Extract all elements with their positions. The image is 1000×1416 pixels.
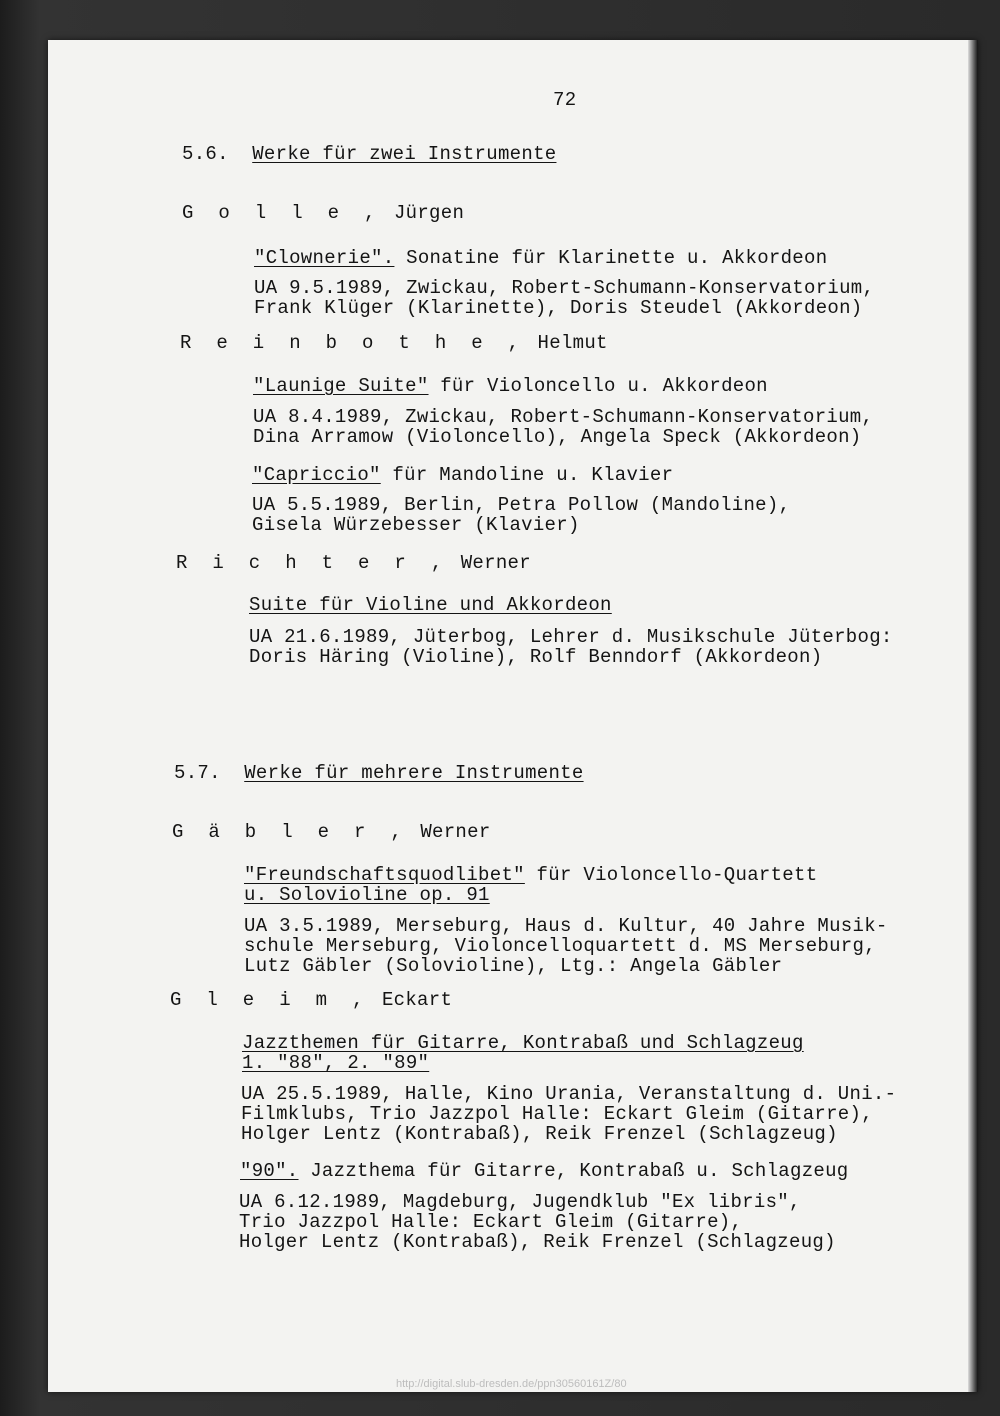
work-title-line xyxy=(244,865,817,886)
performance-line: UA 5.5.1989, Berlin, Petra Pollow (Mandoline), xyxy=(252,494,791,516)
composer-surname: G ä b l e r , xyxy=(172,821,409,843)
page-edge-shadow xyxy=(968,40,978,1392)
section-heading-5-7 xyxy=(174,763,584,784)
composer-surname: G o l l e , xyxy=(182,202,383,224)
work-title-line xyxy=(244,885,490,906)
composer-firstname: Eckart xyxy=(381,989,453,1011)
section-number: 5.7. xyxy=(174,762,221,784)
performance-line: schule Merseburg, Violoncelloquartett d. MS Merseburg, xyxy=(244,935,876,957)
section-heading-5-6 xyxy=(182,144,556,165)
performance-line: Frank Klüger (Klarinette), Doris Steudel (Akkordeon) xyxy=(254,297,863,319)
section-number: 5.6. xyxy=(182,143,229,165)
work-title-line xyxy=(242,1033,804,1054)
work-description: Jazzthema für Gitarre, Kontrabaß u. Schlagzeug xyxy=(298,1160,849,1182)
work-title: Suite für Violine und Akkordeon xyxy=(249,594,612,616)
work-title: "90". xyxy=(240,1160,299,1182)
work-title: Jazzthemen für Gitarre, Kontrabaß und Schlagzeug xyxy=(242,1032,804,1054)
composer-surname: R i c h t e r , xyxy=(176,552,450,574)
work-title: 1. "88", 2. "89" xyxy=(242,1052,430,1074)
composer-firstname: Werner xyxy=(420,821,491,843)
composer-firstname: Werner xyxy=(460,552,531,574)
performance-line: Gisela Würzebesser (Klavier) xyxy=(252,514,580,536)
document-page xyxy=(48,40,978,1392)
performance-line: Dina Arramow (Violoncello), Angela Speck (Akkordeon) xyxy=(253,426,862,448)
composer-heading-reinbothe xyxy=(180,333,608,354)
work-description: Sonatine für Klarinette u. Akkordeon xyxy=(394,247,828,269)
performance-line: UA 8.4.1989, Zwickau, Robert-Schumann-Konservatorium, xyxy=(253,406,874,428)
page-number: 72 xyxy=(553,89,577,111)
performance-line: Filmklubs, Trio Jazzpol Halle: Eckart Gleim (Gitarre), xyxy=(241,1103,873,1125)
performance-line: UA 25.5.1989, Halle, Kino Urania, Veranstaltung d. Uni.- xyxy=(241,1083,897,1105)
work-title: "Capriccio" xyxy=(252,464,381,486)
composer-heading-gaebler xyxy=(172,822,491,843)
performance-line: Lutz Gäbler (Solovioline), Ltg.: Angela Gäbler xyxy=(244,955,783,977)
source-url[interactable]: http://digital.slub-dresden.de/ppn30560161Z/80 xyxy=(396,1378,627,1390)
composer-firstname: Helmut xyxy=(537,332,608,354)
performance-line: UA 9.5.1989, Zwickau, Robert-Schumann-Konservatorium, xyxy=(254,277,875,299)
work-title-line xyxy=(249,595,612,616)
composer-heading-golle xyxy=(182,203,464,224)
composer-surname: R e i n b o t h e , xyxy=(180,332,526,354)
work-title: u. Solovioline op. 91 xyxy=(244,884,490,906)
performance-line: UA 6.12.1989, Magdeburg, Jugendklub "Ex libris", xyxy=(239,1191,801,1213)
work-title-line xyxy=(252,465,673,486)
work-description: für Violoncello u. Akkordeon xyxy=(428,375,768,397)
performance-line: Holger Lentz (Kontrabaß), Reik Frenzel (Schlagzeug) xyxy=(241,1123,838,1145)
performance-line: Trio Jazzpol Halle: Eckart Gleim (Gitarre), xyxy=(239,1211,743,1233)
section-title: Werke für zwei Instrumente xyxy=(252,143,557,165)
performance-line: UA 21.6.1989, Jüterbog, Lehrer d. Musikschule Jüterbog: xyxy=(249,626,893,648)
work-title: "Clownerie". xyxy=(254,247,395,269)
work-description: für Mandoline u. Klavier xyxy=(380,464,674,486)
section-title: Werke für mehrere Instrumente xyxy=(244,762,584,784)
composer-heading-richter xyxy=(176,553,531,574)
composer-surname: G l e i m , xyxy=(170,989,371,1011)
composer-firstname: Jürgen xyxy=(393,202,465,224)
performance-line: UA 3.5.1989, Merseburg, Haus d. Kultur, 40 Jahre Musik- xyxy=(244,915,888,937)
performance-line: Doris Häring (Violine), Rolf Benndorf (Akkordeon) xyxy=(249,646,823,668)
composer-heading-gleim xyxy=(170,990,452,1011)
work-title-line xyxy=(242,1053,429,1074)
work-title: "Freundschaftsquodlibet" xyxy=(244,864,525,886)
work-title-line xyxy=(254,248,827,269)
work-title-line xyxy=(253,376,768,397)
work-description: für Violoncello-Quartett xyxy=(524,864,818,886)
work-title-line xyxy=(240,1161,849,1182)
performance-line: Holger Lentz (Kontrabaß), Reik Frenzel (Schlagzeug) xyxy=(239,1231,836,1253)
work-title: "Launige Suite" xyxy=(253,375,429,397)
